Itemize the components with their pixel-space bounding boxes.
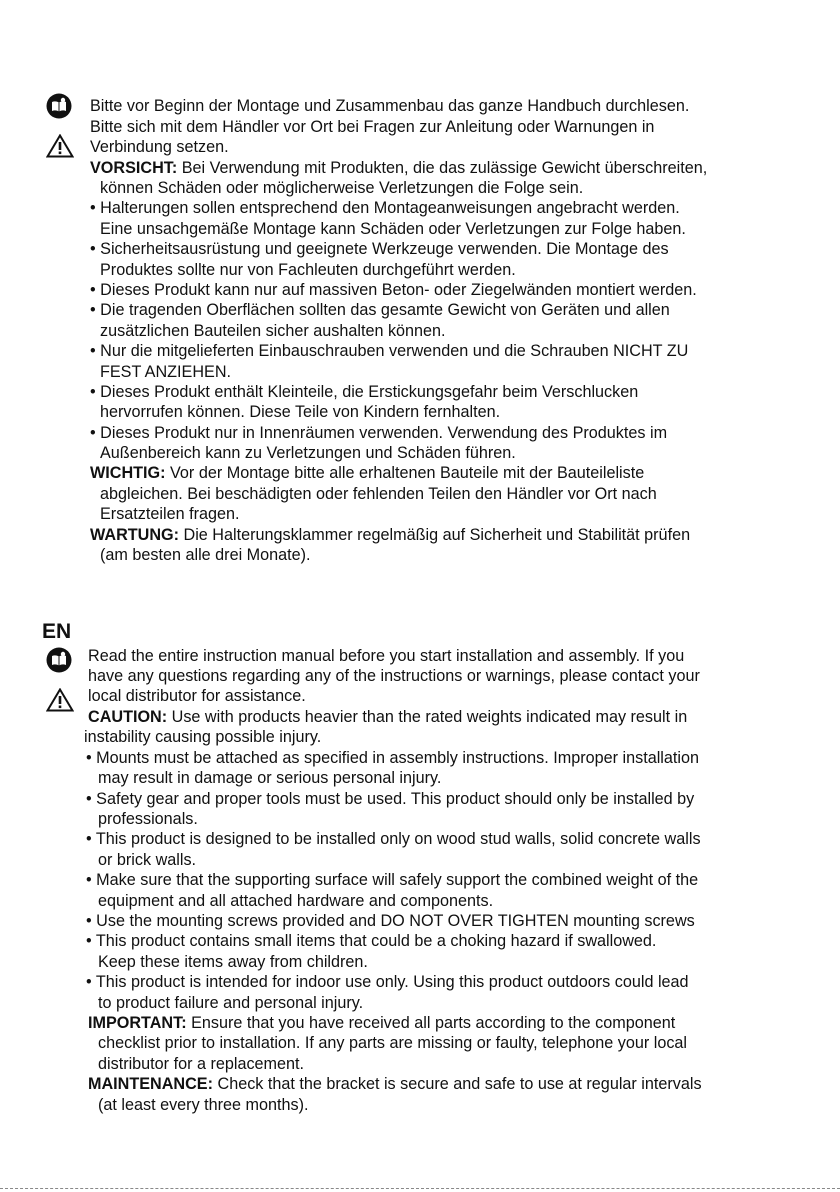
- de-bullet-line: • Die tragenden Oberflächen sollten das gesamte Gewicht von Geräten und allen: [90, 301, 670, 319]
- en-important-cont: checklist prior to installation. If any parts are missing or faulty, telephone your local: [98, 1034, 688, 1052]
- de-bullet-line: • Halterungen sollen entsprechend den Montageanweisungen angebracht werden.: [90, 199, 680, 217]
- de-important-cont: Ersatzteilen fragen.: [100, 505, 240, 523]
- en-bullet-line: • This product is intended for indoor use only. Using this product outdoors could lead: [86, 973, 689, 991]
- en-bullet-line: or brick walls.: [98, 851, 197, 869]
- de-bullet-line: Eine unsachgemäße Montage kann Schäden oder Verletzungen zur Folge haben.: [100, 220, 686, 238]
- warning-triangle-icon: [46, 134, 74, 158]
- de-bullet-line: • Dieses Produkt enthält Kleinteile, die Erstickungsgefahr beim Verschlucken: [90, 383, 639, 401]
- en-bullet-line: • This product contains small items that could be a choking hazard if swallowed.: [86, 932, 657, 950]
- en-bullet-line: • Safety gear and proper tools must be used. This product should only be installed by: [86, 790, 695, 808]
- language-heading-en: EN: [42, 620, 72, 643]
- en-intro-line-1: Read the entire instruction manual before you start installation and assembly. If you: [88, 647, 685, 665]
- en-bullet-line: • This product is designed to be installed only on wood stud walls, solid concrete walls: [86, 830, 701, 848]
- en-caution-text: Use with products heavier than the rated weights indicated may result in: [167, 708, 688, 726]
- de-maintenance-text: Die Halterungsklammer regelmäßig auf Sicherheit und Stabilität prüfen: [179, 526, 691, 544]
- en-bullet-line: professionals.: [98, 810, 198, 828]
- en-bullet-line: • Mounts must be attached as specified in assembly instructions. Improper installation: [86, 749, 699, 767]
- de-intro-line-3: Verbindung setzen.: [90, 138, 229, 156]
- de-caution: [90, 158, 707, 178]
- de-important-label: WICHTIG:: [90, 464, 166, 482]
- en-maintenance-label: MAINTENANCE:: [88, 1075, 213, 1093]
- de-maintenance: [90, 525, 690, 545]
- en-intro-line-2: have any questions regarding any of the instructions or warnings, please contact your: [88, 667, 700, 685]
- en-bullet-line: Keep these items away from children.: [98, 953, 368, 971]
- de-caution-cont: können Schäden oder möglicherweise Verletzungen die Folge sein.: [100, 179, 584, 197]
- de-bullet-line: • Nur die mitgelieferten Einbauschrauben verwenden und die Schrauben NICHT ZU: [90, 342, 689, 360]
- en-maintenance-text: Check that the bracket is secure and safe to use at regular intervals: [213, 1075, 702, 1093]
- en-intro-line-3: local distributor for assistance.: [88, 687, 306, 705]
- read-manual-icon: [46, 93, 72, 119]
- de-bullet-line: FEST ANZIEHEN.: [100, 363, 232, 381]
- en-caution-label: CAUTION:: [88, 708, 168, 726]
- page-bottom-rule: [0, 1188, 840, 1189]
- en-important-label: IMPORTANT:: [88, 1014, 187, 1032]
- en-bullet-line: to product failure and personal injury.: [98, 994, 364, 1012]
- de-caution-text: Bei Verwendung mit Produkten, die das zulässige Gewicht überschreiten,: [177, 159, 708, 177]
- de-bullet-line: • Dieses Produkt kann nur auf massiven Beton- oder Ziegelwänden montiert werden.: [90, 281, 697, 299]
- en-important-cont: distributor for a replacement.: [98, 1055, 305, 1073]
- en-bullet-line: equipment and all attached hardware and components.: [98, 892, 494, 910]
- en-important: [88, 1013, 675, 1033]
- de-maintenance-label: WARTUNG:: [90, 526, 180, 544]
- de-important: [90, 463, 644, 483]
- de-caution-label: VORSICHT:: [90, 159, 178, 177]
- de-important-text: Vor der Montage bitte alle erhaltenen Bauteile mit der Bauteileliste: [165, 464, 645, 482]
- de-intro-line-1: Bitte vor Beginn der Montage und Zusammenbau das ganze Handbuch durchlesen.: [90, 97, 690, 115]
- de-maintenance-cont: (am besten alle drei Monate).: [100, 546, 311, 564]
- warning-triangle-icon: [46, 688, 74, 712]
- de-bullet-line: • Sicherheitsausrüstung und geeignete Werkzeuge verwenden. Die Montage des: [90, 240, 669, 258]
- en-important-text: Ensure that you have received all parts according to the component: [186, 1014, 676, 1032]
- de-intro-line-2: Bitte sich mit dem Händler vor Ort bei Fragen zur Anleitung oder Warnungen in: [90, 118, 655, 136]
- de-bullet-line: zusätzlichen Bauteilen sicher aushalten können.: [100, 322, 446, 340]
- en-caution-cont: instability causing possible injury.: [84, 728, 322, 746]
- de-bullet-line: • Dieses Produkt nur in Innenräumen verwenden. Verwendung des Produktes im: [90, 424, 668, 442]
- en-maintenance-cont: (at least every three months).: [98, 1096, 309, 1114]
- de-bullet-line: Produktes sollte nur von Fachleuten durchgeführt werden.: [100, 261, 516, 279]
- en-bullet-line: • Use the mounting screws provided and DO NOT OVER TIGHTEN mounting screws: [86, 912, 695, 930]
- read-manual-icon: [46, 647, 72, 673]
- en-bullet-line: • Make sure that the supporting surface will safely support the combined weight of the: [86, 871, 699, 889]
- en-bullet-line: may result in damage or serious personal injury.: [98, 769, 442, 787]
- de-bullet-line: Außenbereich kann zu Verletzungen und Schäden führen.: [100, 444, 516, 462]
- de-important-cont: abgleichen. Bei beschädigten oder fehlenden Teilen den Händler vor Ort nach: [100, 485, 657, 503]
- en-caution: [88, 707, 687, 727]
- de-bullet-line: hervorrufen können. Diese Teile von Kindern fernhalten.: [100, 403, 501, 421]
- en-maintenance: [88, 1074, 702, 1094]
